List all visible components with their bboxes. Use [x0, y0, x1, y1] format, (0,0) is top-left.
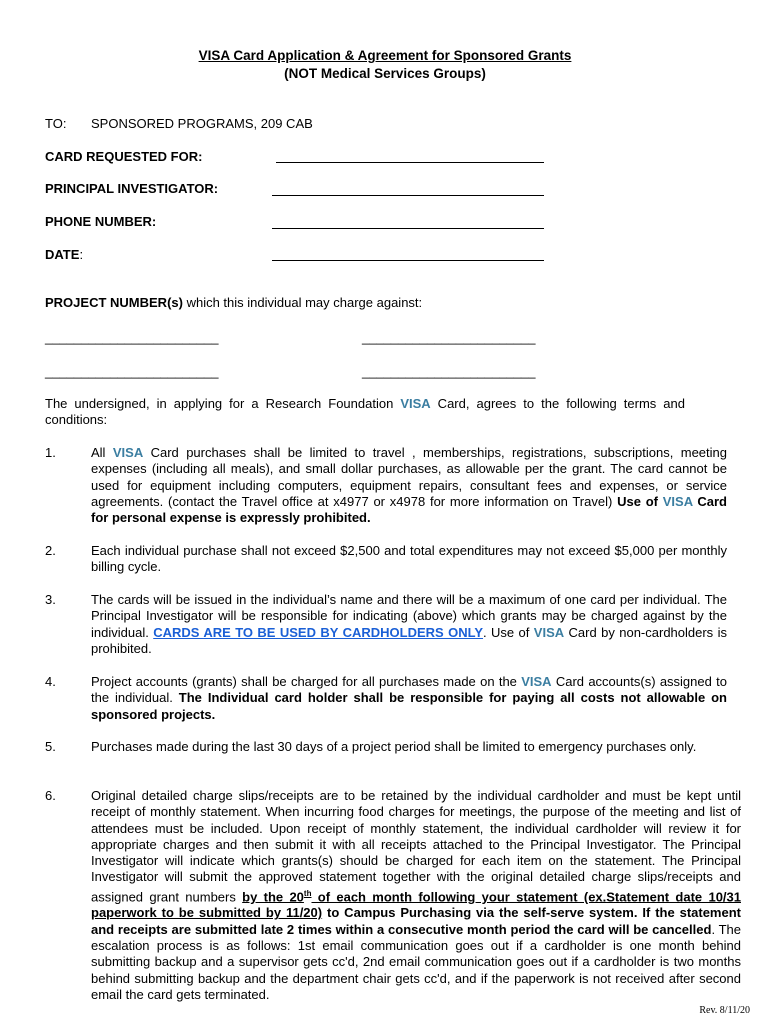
project-number-blank-4[interactable]: ________________________	[362, 364, 536, 379]
item-number-4: 4.	[45, 674, 56, 689]
item-number-2: 2.	[45, 543, 56, 558]
intro-paragraph: The undersigned, in applying for a Research Foundation VISA Card, agrees to the following terms and conditions:	[45, 396, 685, 428]
term-item-6: Original detailed charge slips/receipts are to be retained by the individual cardholder and must be kept until receipt of monthly statement. When incurring food charges for meetings, the purpose of the meeting and list of attendees must be included. Upon receipt of monthly statement, the individual cardholder will review it for appropriate charges and then submit it with all receipts attached to the Principal Investigator. The Principal Investigator will indicate which grants(s) should be charged for each item on the statement. The Principal Investigator will submit the approved statement together with the original detailed charge slips/receipts and assigned grant numbers by the 20th of each month following your statement (ex.Statement date 10/31 paperwork to be submitted by 11/20) to Campus Purchasing via the self-serve system. If the statement and receipts are submitted late 2 times within a consecutive month period the card will be cancelled. The escalation process is as follows: 1st email communication goes out if a cardholder is one month behind submitting backup and a supervisor gets cc'd, 2nd email communication goes out if a cardholder is two months behind submitting backup and the department chair gets cc'd, and if the paperwork is not received after second email the card gets terminated.	[91, 788, 741, 1002]
item-number-3: 3.	[45, 592, 56, 607]
card-requested-for-label: CARD REQUESTED FOR:	[45, 149, 203, 164]
item-number-5: 5.	[45, 739, 56, 754]
item-number-1: 1.	[45, 445, 56, 460]
term-item-5: Purchases made during the last 30 days of a project period shall be limited to emergency purchases only.	[91, 739, 697, 754]
phone-number-label: PHONE NUMBER:	[45, 214, 157, 229]
to-value: SPONSORED PROGRAMS, 209 CAB	[91, 116, 313, 131]
revision-date: Rev. 8/11/20	[699, 1005, 750, 1016]
principal-investigator-label: PRINCIPAL INVESTIGATOR:	[45, 181, 219, 196]
project-number-blank-2[interactable]: ________________________	[362, 330, 536, 345]
to-label: TO:	[45, 116, 67, 131]
project-number-blank-3[interactable]: ________________________	[45, 364, 219, 379]
term-item-4: Project accounts (grants) shall be charged for all purchases made on the VISA Card accounts(s) assigned to the individual. The Individual card holder shall be responsible for paying all costs not allowable on sponsored projects.	[91, 674, 727, 722]
item-number-6: 6.	[45, 788, 56, 803]
term-item-1: All VISA Card purchases shall be limited to travel , memberships, registrations, subscriptions, meeting expenses (including all meals), and small dollar purchases, as allowable per the grant. The card cannot be used for equipment including computers, equipment repairs, consultant fees and expenses, or service agreements. (contact the Travel office at x4977 or x4978 for more information on Travel) Use of VISA Card for personal expense is expressly prohibited.	[91, 445, 727, 526]
project-number-blank-1[interactable]: ________________________	[45, 330, 219, 345]
document-subtitle: (NOT Medical Services Groups)	[284, 66, 486, 81]
term-item-3: The cards will be issued in the individual’s name and there will be a maximum of one card per individual. The Principal Investigator will be responsible for indicating (above) which grants may be charged against by the individual. CARDS ARE TO BE USED BY CARDHOLDERS ONLY. Use of VISA Card by non-cardholders is prohibited.	[91, 592, 727, 656]
date-label: DATE:	[45, 247, 84, 262]
card-requested-for-field[interactable]	[276, 162, 544, 163]
principal-investigator-field[interactable]	[272, 195, 544, 196]
term-item-2: Each individual purchase shall not exceed $2,500 and total expenditures may not exceed $5,000 per monthly billing cycle.	[91, 543, 727, 575]
document-title: VISA Card Application & Agreement for Sponsored Grants	[198, 48, 572, 63]
project-number-label: PROJECT NUMBER(s) which this individual may charge against:	[45, 295, 423, 310]
cardholders-only-notice: CARDS ARE TO BE USED BY CARDHOLDERS ONLY	[153, 624, 484, 640]
phone-number-field[interactable]	[272, 228, 544, 229]
date-field[interactable]	[272, 260, 544, 261]
